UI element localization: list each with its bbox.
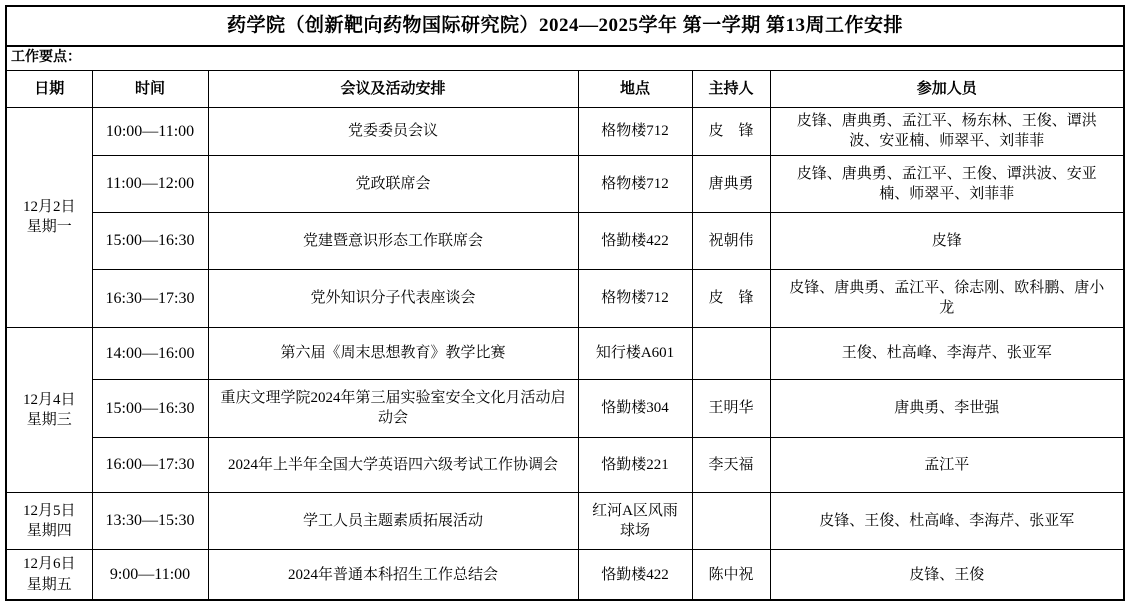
header-row	[6, 70, 1124, 107]
event-cell: 重庆文理学院2024年第三届实验室安全文化月活动启动会	[208, 379, 578, 437]
schedule-row	[6, 269, 1124, 327]
participants-cell: 唐典勇、李世强	[770, 379, 1124, 437]
location-cell: 恪勤楼422	[578, 212, 692, 269]
schedule-row	[6, 549, 1124, 600]
participants-cell: 孟江平	[770, 437, 1124, 492]
page-title: 药学院（创新靶向药物国际研究院）2024—2025学年 第一学期 第13周工作安排	[6, 6, 1124, 46]
date-text: 12月2日	[22, 199, 76, 216]
host-cell: 唐典勇	[692, 155, 770, 212]
participants-cell: 皮锋、王俊	[770, 549, 1124, 600]
location-cell: 恪勤楼422	[578, 549, 692, 600]
participants-cell: 皮锋、唐典勇、孟江平、徐志刚、欧科鹏、唐小龙	[770, 269, 1124, 327]
participants-cell: 皮锋、王俊、杜高峰、李海芹、张亚军	[770, 492, 1124, 549]
host-cell: 祝朝伟	[692, 212, 770, 269]
time-cell: 13:30—15:30	[92, 492, 208, 549]
header-location: 地点	[578, 70, 692, 107]
header-date: 日期	[6, 70, 92, 107]
schedule-row	[6, 327, 1124, 379]
header-participants: 参加人员	[770, 70, 1124, 107]
date-cell	[6, 107, 92, 327]
event-cell: 党委委员会议	[208, 107, 578, 155]
keypoints-label: 工作要点：	[6, 46, 1124, 70]
time-cell: 16:00—17:30	[92, 437, 208, 492]
host-cell: 王明华	[692, 379, 770, 437]
schedule-row	[6, 379, 1124, 437]
host-cell: 陈中祝	[692, 549, 770, 600]
weekday-text: 星期一	[26, 219, 72, 236]
keypoints-row	[6, 46, 1124, 70]
time-cell: 9:00—11:00	[92, 549, 208, 600]
date-cell	[6, 492, 92, 549]
host-cell	[692, 492, 770, 549]
header-host: 主持人	[692, 70, 770, 107]
event-cell: 党政联席会	[208, 155, 578, 212]
weekday-text: 星期五	[26, 576, 72, 593]
weekday-text: 星期三	[26, 411, 72, 428]
event-cell: 党建暨意识形态工作联席会	[208, 212, 578, 269]
host-cell: 李天福	[692, 437, 770, 492]
schedule-row	[6, 437, 1124, 492]
time-cell: 11:00—12:00	[92, 155, 208, 212]
event-cell: 第六届《周末思想教育》教学比赛	[208, 327, 578, 379]
time-cell: 10:00—11:00	[92, 107, 208, 155]
schedule-row	[6, 107, 1124, 155]
participants-cell: 皮锋、唐典勇、孟江平、王俊、谭洪波、安亚楠、师翠平、刘菲菲	[770, 155, 1124, 212]
event-cell: 党外知识分子代表座谈会	[208, 269, 578, 327]
date-text: 12月4日	[22, 391, 76, 408]
date-text: 12月5日	[22, 502, 76, 519]
location-cell: 红河A区风雨球场	[578, 492, 692, 549]
schedule-row	[6, 155, 1124, 212]
location-cell: 知行楼A601	[578, 327, 692, 379]
weekday-text: 星期四	[26, 522, 72, 539]
time-cell: 16:30—17:30	[92, 269, 208, 327]
host-cell	[692, 327, 770, 379]
location-cell: 恪勤楼304	[578, 379, 692, 437]
header-time: 时间	[92, 70, 208, 107]
date-cell	[6, 327, 92, 492]
participants-cell: 皮锋	[770, 212, 1124, 269]
date-text: 12月6日	[22, 556, 76, 573]
event-cell: 2024年上半年全国大学英语四六级考试工作协调会	[208, 437, 578, 492]
time-cell: 14:00—16:00	[92, 327, 208, 379]
location-cell: 恪勤楼221	[578, 437, 692, 492]
location-cell: 格物楼712	[578, 269, 692, 327]
host-cell: 皮 锋	[692, 269, 770, 327]
time-cell: 15:00—16:30	[92, 379, 208, 437]
time-cell: 15:00—16:30	[92, 212, 208, 269]
location-cell: 格物楼712	[578, 107, 692, 155]
event-cell: 2024年普通本科招生工作总结会	[208, 549, 578, 600]
host-cell: 皮 锋	[692, 107, 770, 155]
schedule-row	[6, 212, 1124, 269]
participants-cell: 皮锋、唐典勇、孟江平、杨东林、王俊、谭洪波、安亚楠、师翠平、刘菲菲	[770, 107, 1124, 155]
schedule-document	[5, 5, 1125, 601]
schedule-table	[5, 5, 1125, 601]
event-cell: 学工人员主题素质拓展活动	[208, 492, 578, 549]
header-event: 会议及活动安排	[208, 70, 578, 107]
date-cell	[6, 549, 92, 600]
location-cell: 格物楼712	[578, 155, 692, 212]
schedule-row	[6, 492, 1124, 549]
participants-cell: 王俊、杜高峰、李海芹、张亚军	[770, 327, 1124, 379]
title-row	[6, 6, 1124, 46]
